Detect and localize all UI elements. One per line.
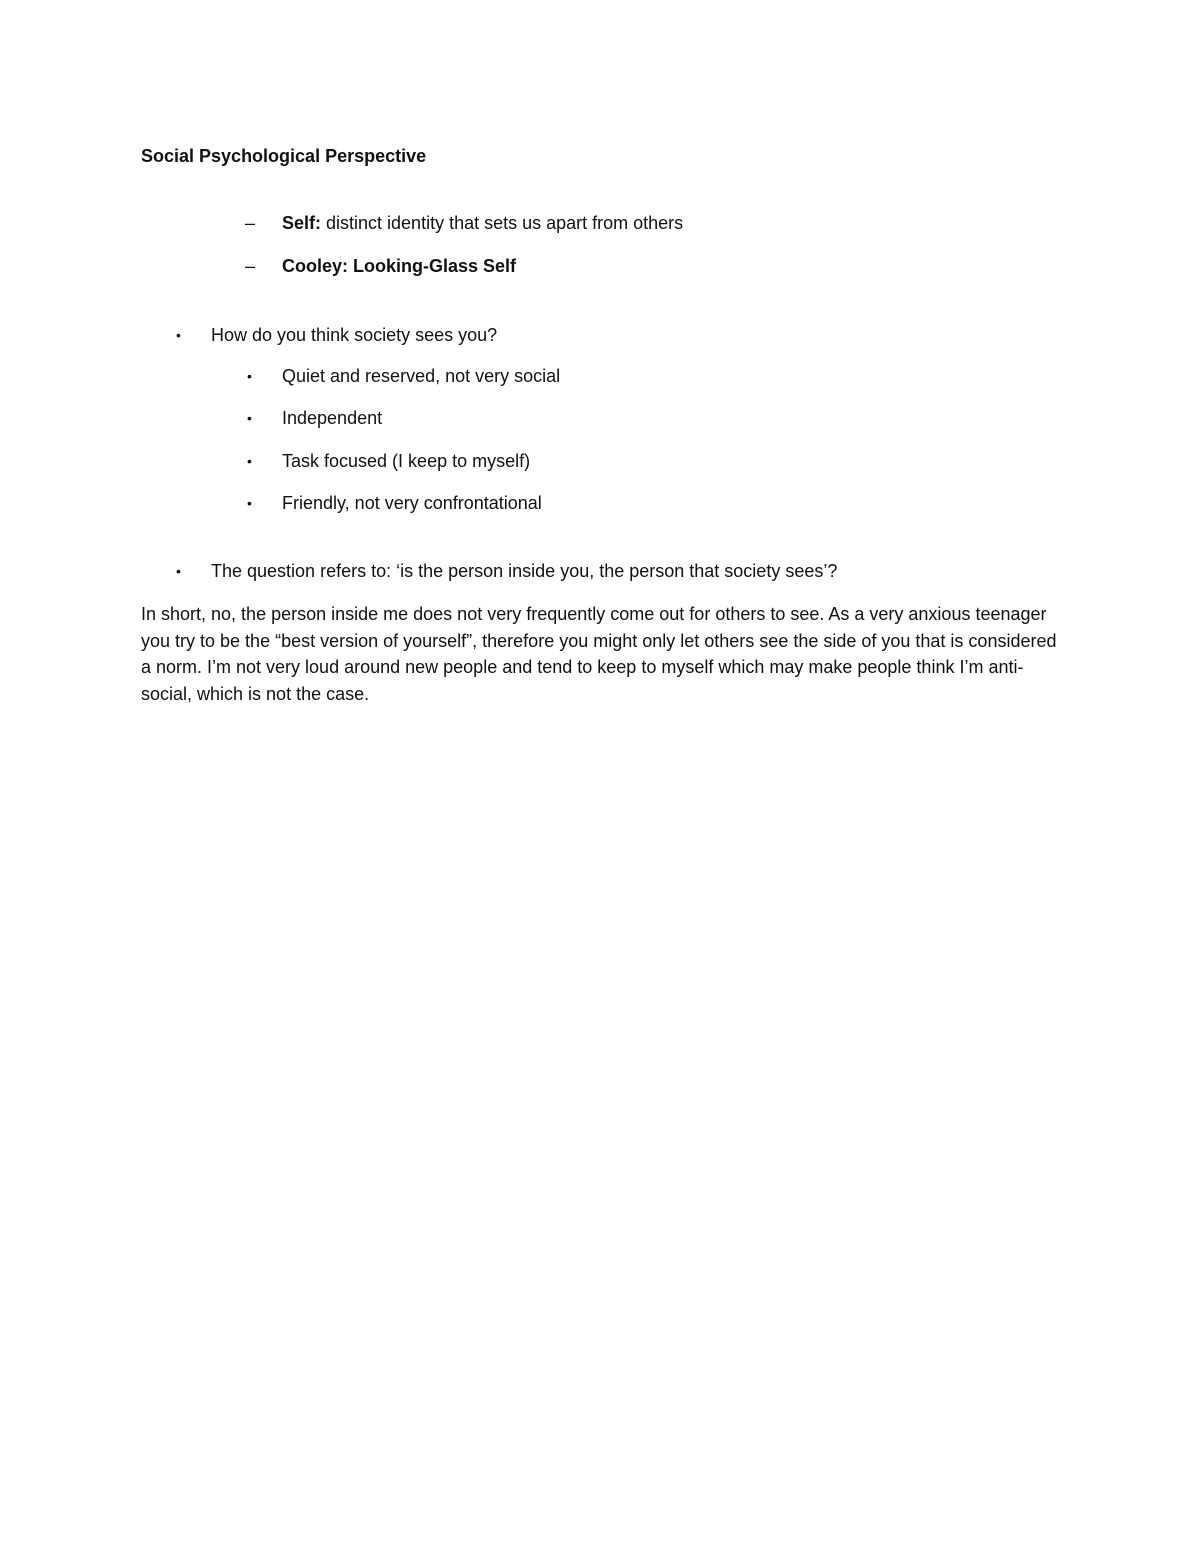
list-item: Quiet and reserved, not very social <box>282 366 561 386</box>
bullet-marker: • <box>176 563 181 579</box>
bullet-marker: • <box>247 453 252 469</box>
dash-item-cooley <box>282 255 516 277</box>
question-person-inside: The question refers to: ‘is the person inside you, the person that society sees’? <box>211 561 838 581</box>
bullet-marker: • <box>176 327 181 343</box>
dash-item-label: Self: <box>282 213 322 233</box>
dash-item-self <box>282 212 683 234</box>
answer-paragraph: In short, no, the person inside me does not very frequently come out for others to see. As a very anxious teenager you try to be the “best version of yourself”, therefore you might only let others see the side of you that is considered a norm. I’m not very loud around new people and tend to keep to myself which may make people think I’m anti-social, which is not the case. <box>141 604 1057 704</box>
dash-item-label: Cooley: Looking-Glass Self <box>282 256 517 276</box>
bullet-marker: • <box>247 495 252 511</box>
bullet-marker: • <box>247 410 252 426</box>
bullet-marker: • <box>247 368 252 384</box>
list-item: Task focused (I keep to myself) <box>282 451 531 471</box>
list-item: Independent <box>282 408 383 428</box>
question-society-sees: How do you think society sees you? <box>211 325 498 345</box>
dash-marker: – <box>245 213 256 233</box>
list-item: Friendly, not very confrontational <box>282 493 542 513</box>
dash-marker: – <box>245 256 256 276</box>
document-title: Social Psychological Perspective <box>141 146 427 166</box>
dash-item-text: distinct identity that sets us apart from others <box>321 213 684 233</box>
